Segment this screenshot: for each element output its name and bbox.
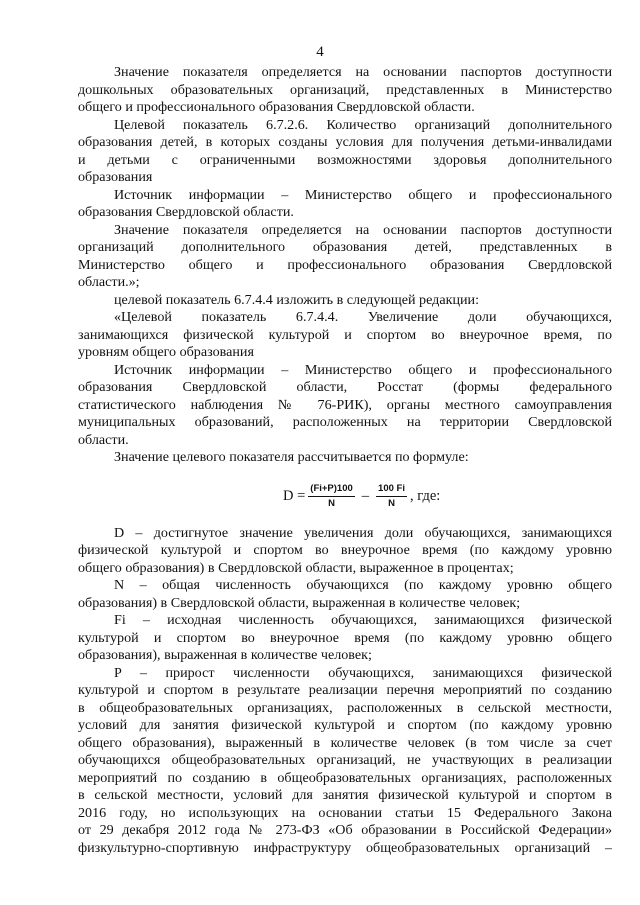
text-line: условий для занятия физической культурой и спортом (по каждому уровню: [78, 717, 612, 733]
text-line: образования: [78, 169, 153, 185]
text-line: P – прирост численности обучающихся, занимающихся физической: [114, 664, 612, 681]
text-line: уровням общего образования: [78, 344, 254, 360]
text-line: Значение целевого показателя рассчитывается по формуле:: [114, 449, 469, 465]
formula-minus: –: [361, 487, 370, 504]
text-line: мероприятий по созданию в общеобразовательных организациях, расположенных: [78, 769, 612, 786]
text-line: Целевой показатель 6.7.2.6. Количество организаций дополнительного: [114, 116, 612, 133]
text-line: общего и профессионального образования Свердловской области.: [78, 99, 475, 115]
formula-fraction-2-numerator: 100 Fi: [376, 483, 407, 497]
text-line: Источник информации – Министерство общего и профессионального: [114, 361, 612, 378]
text-block-top: [78, 64, 612, 467]
text-line: от 29 декабря 2012 года № 273-ФЗ «Об образовании в Российской Федерации»: [78, 822, 612, 838]
text-line: муниципальных образований, расположенных на территории Свердловской: [78, 414, 612, 430]
text-line: обучающихся общеобразовательных организаций, не участвующих в реализации: [78, 752, 612, 768]
text-line: D – достигнутое значение увеличения доли обучающихся, занимающихся: [114, 524, 612, 541]
formula: [78, 467, 612, 525]
formula-fraction-1: [308, 483, 355, 510]
formula-fraction-1-numerator: (Fi+P)100: [308, 483, 355, 497]
text-line: Fi – исходная численность обучающихся, занимающихся физической: [114, 612, 612, 628]
page-number: 4: [316, 44, 324, 60]
formula-fraction-1-denominator: N: [328, 497, 335, 509]
text-line: общего образования) в Свердловской области, выраженное в процентах;: [78, 559, 514, 576]
text-line: занимающихся физической культурой и спортом во внеурочное время, по: [78, 326, 612, 343]
text-line: образования Свердловской области.: [78, 204, 294, 220]
text-line: физической культурой и спортом во внеурочное время (по каждому уровню: [78, 542, 612, 558]
text-line: «Целевой показатель 6.7.4.4. Увеличение доли обучающихся,: [114, 309, 612, 325]
text-line: образования Свердловской области, Росстат (формы федерального: [78, 379, 612, 395]
text-line: 2016 году, но использующих на основании статьи 15 Федерального Закона: [78, 804, 612, 821]
text-line: целевой показатель 6.7.4.4 изложить в следующей редакции:: [114, 291, 479, 308]
text-line: Значение показателя определяется на основании паспортов доступности: [114, 64, 612, 80]
text-line: статистического наблюдения № 76-РИК), органы местного самоуправления: [78, 396, 612, 413]
text-line: общего образования), выраженный в количестве человек (в том числе за счет: [78, 734, 612, 751]
text-line: в сельской местности, условий для занятия физической культурой и спортом в: [78, 787, 612, 803]
formula-lhs: D =: [283, 487, 306, 504]
formula-fraction-2-denominator: N: [388, 497, 395, 509]
text-line: Источник информации – Министерство общего и профессионального: [114, 186, 612, 203]
text-line: Министерство общего и профессионального образования Свердловской: [78, 256, 612, 273]
formula-expression: [283, 483, 440, 510]
text-line: дошкольных образовательных организаций, представленных в Министерство: [78, 81, 612, 98]
text-line: образования), выраженная в количестве человек;: [78, 647, 372, 663]
text-line: культурой и спортом в результате реализации перечня мероприятий по созданию: [78, 682, 612, 698]
text-line: культурой и спортом во внеурочное время (по каждому уровню общего: [78, 629, 612, 646]
text-block-bottom: [78, 525, 612, 858]
text-line: области.: [78, 431, 129, 448]
text-line: в общеобразовательных организациях, расположенных в сельской местности,: [78, 699, 612, 716]
text-line: Значение показателя определяется на основании паспортов доступности: [114, 221, 612, 238]
text-line: образования) в Свердловской области, выраженная в количестве человек;: [78, 594, 521, 611]
text-line: организаций дополнительного образования детей, представленных в: [78, 239, 612, 255]
text-line: области.»;: [78, 274, 140, 290]
text-line: N – общая численность обучающихся (по каждому уровню общего: [114, 577, 612, 593]
text-line: и детьми с ограниченными возможностями здоровья дополнительного: [78, 151, 612, 168]
text-line: физкультурно-спортивную инфраструктуру общеобразовательных организаций –: [78, 839, 612, 856]
text-line: образования детей, в которых созданы условия для получения детьми-инвалидами: [78, 134, 612, 150]
formula-suffix: , где:: [409, 487, 441, 504]
document-body: [78, 64, 612, 857]
formula-fraction-2: [376, 483, 407, 510]
